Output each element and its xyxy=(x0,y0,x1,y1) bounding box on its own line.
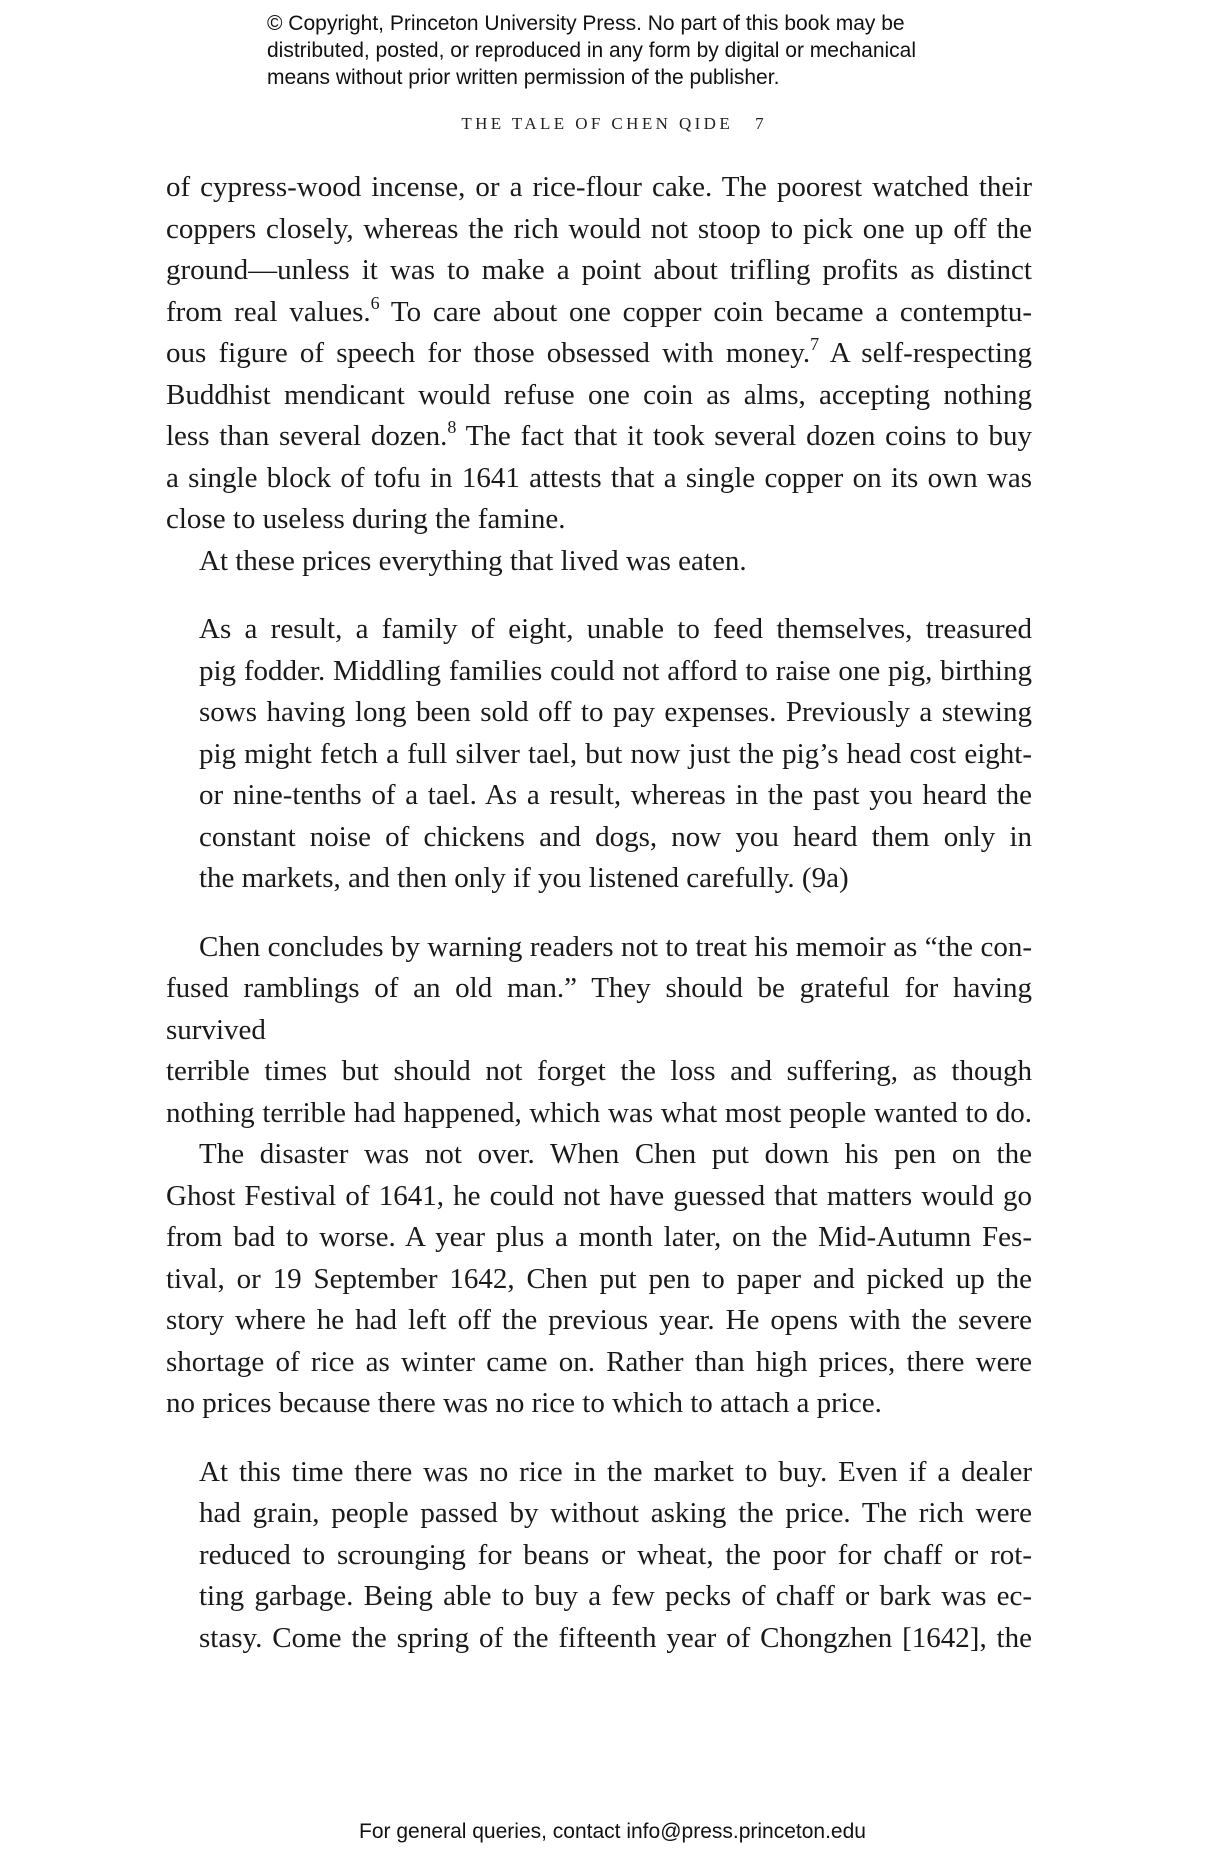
text-line: terrible times but should not forget the loss and suffering, as though xyxy=(166,1055,1032,1087)
copyright-line: © Copyright, Princeton University Press. No part of this book may be xyxy=(267,12,905,35)
text-line: The disaster was not over. When Chen put down his pen on the xyxy=(199,1138,1032,1170)
footer-contact: For general queries, contact info@press.princeton.edu xyxy=(359,1820,866,1843)
footnote-ref-7: 7 xyxy=(810,334,820,354)
paragraph-1 xyxy=(166,167,1032,541)
text-line: the markets, and then only if you listened carefully. (9a) xyxy=(199,862,849,894)
text-line xyxy=(166,292,1032,334)
text-line: a single block of tofu in 1641 attests that a single copper on its own was xyxy=(166,461,1032,494)
text-segment: less than several dozen. xyxy=(166,420,448,452)
text-line: of cypress-wood incense, or a rice-flour cake. The poorest watched their xyxy=(166,171,1032,203)
text-line: tival, or 19 September 1642, Chen put pen to paper and picked up the xyxy=(166,1262,1032,1295)
text-line: had grain, people passed by without asking the price. The rich were xyxy=(199,1497,1032,1529)
block-quote-1 xyxy=(199,609,1032,900)
text-line: no prices because there was no rice to which to attach a price. xyxy=(166,1387,882,1419)
text-line: stasy. Come the spring of the fifteenth year of Chongzhen [1642], the xyxy=(199,1621,1032,1654)
text-line: constant noise of chickens and dogs, now you heard them only in xyxy=(199,820,1032,853)
text-line: ting garbage. Being able to buy a few pecks of chaff or bark was ec- xyxy=(199,1580,1032,1612)
body-text xyxy=(166,167,1032,1659)
text-line: At these prices everything that lived was eaten. xyxy=(199,544,747,577)
paragraph-3 xyxy=(166,927,1032,1135)
text-line: As a result, a family of eight, unable to feed themselves, treasured xyxy=(199,613,1032,645)
text-line: Ghost Festival of 1641, he could not have guessed that matters would go xyxy=(166,1179,1032,1212)
text-line: or nine-tenths of a tael. As a result, whereas in the past you heard the xyxy=(199,779,1032,811)
block-quote-2 xyxy=(199,1452,1032,1660)
text-segment: ous figure of speech for those obsessed with money. xyxy=(166,337,811,369)
footnote-ref-8: 8 xyxy=(447,417,457,437)
copyright-line: distributed, posted, or reproduced in any form by digital or mechanical xyxy=(267,39,917,62)
copyright-line: means without prior written permission of the publisher. xyxy=(267,66,780,89)
text-line: close to useless during the famine. xyxy=(166,503,566,535)
text-line: from bad to worse. A year plus a month later, on the Mid-Autumn Fes- xyxy=(166,1221,1032,1253)
copyright-notice xyxy=(267,10,1027,91)
text-line xyxy=(166,416,1032,458)
text-line: pig fodder. Middling families could not afford to raise one pig, birthing xyxy=(199,654,1032,687)
text-line: At this time there was no rice in the market to buy. Even if a dealer xyxy=(199,1455,1032,1488)
running-head xyxy=(0,114,1225,134)
page-number: 7 xyxy=(755,114,764,133)
text-line: sows having long been sold off to pay expenses. Previously a stewing xyxy=(199,696,1032,728)
text-segment: A self-respecting xyxy=(819,337,1032,369)
text-segment: The fact that it took several dozen coins to buy xyxy=(456,420,1032,452)
running-head-title: THE TALE OF CHEN QIDE xyxy=(461,114,734,133)
text-line: story where he had left off the previous year. He opens with the severe xyxy=(166,1304,1032,1336)
footnote-ref-6: 6 xyxy=(370,292,380,313)
paragraph-2 xyxy=(166,541,1032,583)
text-line: pig might fetch a full silver tael, but now just the pig’s head cost eight- xyxy=(199,737,1032,770)
text-line: reduced to scrounging for beans or wheat, the poor for chaff or rot- xyxy=(199,1538,1032,1571)
text-line: ground—unless it was to make a point about trifling profits as distinct xyxy=(166,254,1032,286)
text-line: Chen concludes by warning readers not to treat his memoir as “the con- xyxy=(199,930,1032,963)
text-line: Buddhist mendicant would refuse one coin as alms, accepting nothing xyxy=(166,378,1032,411)
text-line: fused ramblings of an old man.” They should be grateful for having survived xyxy=(166,972,1032,1046)
text-segment: To care about one copper coin became a contemptu- xyxy=(379,295,1032,328)
text-line: shortage of rice as winter came on. Rather than high prices, there were xyxy=(166,1345,1032,1378)
text-line: coppers closely, whereas the rich would not stoop to pick one up off the xyxy=(166,212,1032,245)
paragraph-4 xyxy=(166,1134,1032,1425)
text-line xyxy=(166,333,1032,375)
text-line: nothing terrible had happened, which was what most people wanted to do. xyxy=(166,1096,1032,1129)
text-segment: from real values. xyxy=(166,295,371,328)
